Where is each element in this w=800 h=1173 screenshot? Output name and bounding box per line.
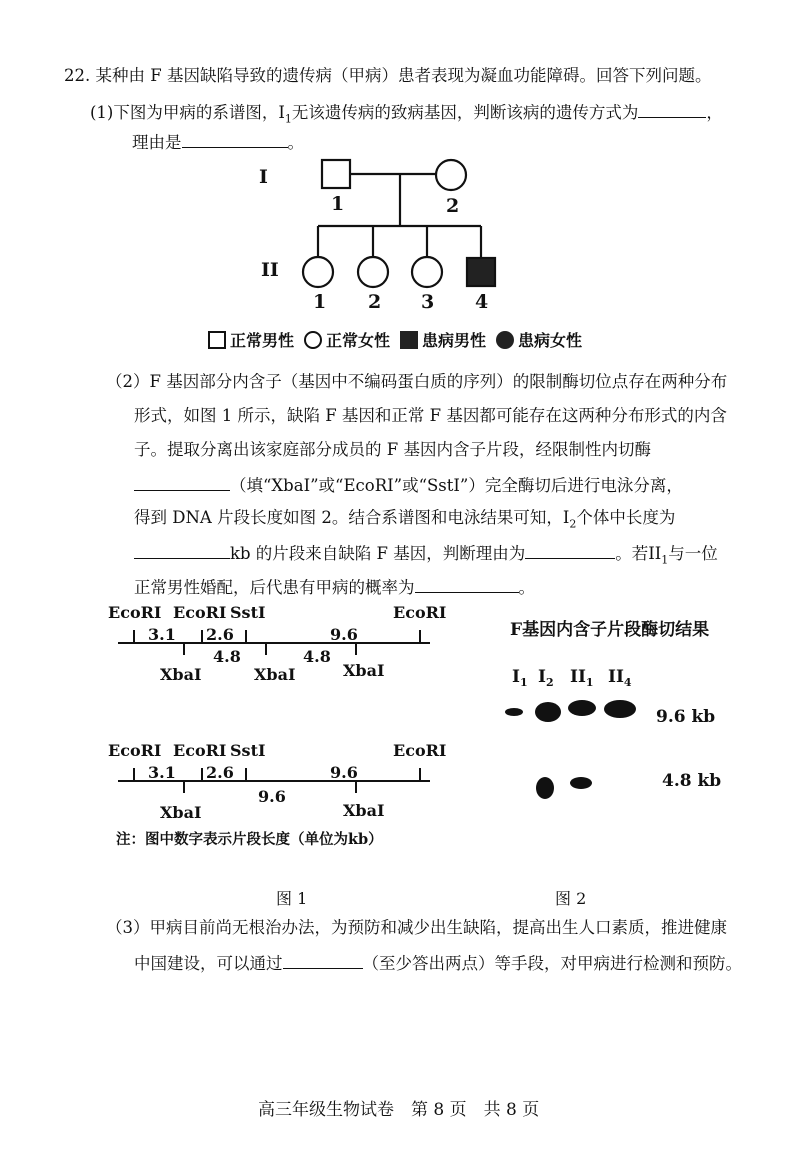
page-footer: 高三年级生物试卷 第 8 页 共 8 页 [258,1100,540,1120]
part2-l5sub: 2 [569,517,577,531]
part2-l7b: 。 [518,578,535,597]
map1-xba-label: XbaI [160,665,202,684]
part2-line3: 子。提取分离出该家庭部分成员的 F 基因内含子片段，经限制性内切酶 [134,440,651,459]
part2-line5 [134,508,675,534]
legend-square-filled-icon [400,331,418,349]
map1-fragment-length: 3.1 [148,625,176,644]
band-label-4.8: 4.8 kb [662,771,722,791]
part1-period: 。 [287,133,304,152]
map1-ecori-label: EcoRI [173,603,227,622]
map1-ecori-label: EcoRI [393,603,447,622]
band-I2-9.6 [535,702,561,722]
part2-line1: （2）F 基因部分内含子（基因中不编码蛋白质的序列）的限制酶切位点存在两种分布 [106,372,728,391]
map2-fragment-length: 9.6 [258,787,286,806]
band-I2-4.8 [536,777,554,799]
map1-xba-label: XbaI [343,661,385,680]
part2-l4-text: （填“XbaI”或“EcoRI”或“SstI”）完全酶切后进行电泳分离， [230,476,683,495]
map1-sst-label: SstI [230,603,266,622]
pedigree-gen1-label: I [259,166,268,188]
pedigree-id: 2 [368,291,382,313]
map2-sst-label: SstI [230,741,266,760]
map2-fragment-length: 9.6 [330,763,358,782]
map2-ecori-label: EcoRI [108,741,162,760]
part2-l7a: 正常男性婚配，后代患有甲病的概率为 [134,578,415,597]
lane-label: $I_1$ [512,667,528,689]
part3-line2 [134,952,742,974]
legend-affected-female: 患病女性 [518,331,583,350]
part2-l6c: 与一位 [668,544,718,563]
figure2-caption: 图 2 [555,889,587,908]
question-intro: 某种由 F 基因缺陷导致的遗传病（甲病）患者表现为凝血功能障碍。回答下列问题。 [95,66,712,85]
part3-l2b: （至少答出两点）等手段，对甲病进行检测和预防。 [362,954,742,973]
map1-fragment-length: 4.8 [213,647,241,666]
map1-fragment-length: 9.6 [330,625,358,644]
legend-normal-female: 正常女性 [326,331,391,350]
map2-fragment-length: 3.1 [148,763,176,782]
pedigree-id: 1 [313,291,327,313]
lane-label: $I_2$ [538,667,554,689]
legend-circle-open-icon [304,331,322,349]
pedigree-id: 4 [475,291,489,313]
pedigree-id: 1 [331,193,345,215]
answer-blank-enzyme[interactable] [134,474,230,491]
part1-sub: 1 [284,112,292,126]
pedigree-II4-affected-male [467,258,495,286]
part2-l5a: 得到 DNA 片段长度如图 2。结合系谱图和电泳结果可知，I [134,508,570,527]
legend-normal-male: 正常男性 [230,331,295,350]
map2-fragment-length: 2.6 [206,763,234,782]
part2-l6b: 。若II [615,544,662,563]
part3-l2a: 中国建设，可以通过 [134,954,283,973]
part1-text-c: ， [706,103,723,122]
figure2-electrophoresis [490,650,750,810]
map2-xba-label: XbaI [343,801,385,820]
band-label-9.6: 9.6 kb [656,707,716,727]
map2-xba-label: XbaI [160,803,202,822]
map2-ecori-label: EcoRI [173,741,227,760]
figure1-caption: 图 1 [276,889,308,908]
map1-xba-label: XbaI [254,665,296,684]
answer-blank-reason2[interactable] [525,542,615,559]
part3-line1: （3）甲病目前尚无根治办法，为预防和减少出生缺陷，提高出生人口素质，推进健康 [106,918,727,937]
pedigree-II2-normal-female [358,257,388,287]
part1-text-a: (1)下图为甲病的系谱图，I [90,103,285,122]
part2-l5b: 个体中长度为 [576,508,676,527]
question-intro-line [64,66,711,86]
pedigree-id: 2 [446,195,460,217]
band-II1-4.8 [570,777,592,789]
pedigree-II1-normal-female [303,257,333,287]
part2-l6sub: 1 [661,553,669,567]
map1-ecori-label: EcoRI [108,603,162,622]
lane-label: $II_1$ [570,667,594,689]
figure1-note: 注：图中数字表示片段长度（单位为kb） [116,831,383,848]
part2-line4 [134,474,683,496]
part1-text-b: 无该遗传病的致病基因，判断该病的遗传方式为 [291,103,639,122]
legend-square-open-icon [208,331,226,349]
pedigree-I1-normal-male [322,160,350,188]
legend-affected-male: 患病男性 [422,331,487,350]
pedigree-id: 3 [421,291,435,313]
map1-fragment-length: 4.8 [303,647,331,666]
part2-line2: 形式，如图 1 所示，缺陷 F 基因和正常 F 基因都可能存在这两种分布形式的内含 [134,406,727,425]
pedigree-gen2-label: II [261,259,279,281]
answer-blank-reason[interactable] [182,131,288,148]
legend-circle-filled-icon [496,331,514,349]
band-II1-9.6 [568,700,596,716]
answer-blank-inheritance[interactable] [638,101,706,118]
band-I1-9.6 [505,708,523,716]
pedigree-I2-normal-female [436,160,466,190]
answer-blank-methods[interactable] [283,952,363,969]
figure2-title: F基因内含子片段酶切结果 [510,620,710,640]
part1-line1 [90,101,723,129]
map1-fragment-length: 2.6 [206,625,234,644]
part2-line6 [134,542,718,570]
band-II4-9.6 [604,700,636,718]
question-number: 22. [64,66,91,85]
map2-ecori-label: EcoRI [393,741,447,760]
answer-blank-length[interactable] [134,542,230,559]
part2-l6a: kb 的片段来自缺陷 F 基因，判断理由为 [230,544,526,563]
pedigree-II3-normal-female [412,257,442,287]
pedigree-legend [208,328,582,351]
lane-label: $II_4$ [608,667,632,689]
part1-reason-label: 理由是 [132,133,182,152]
